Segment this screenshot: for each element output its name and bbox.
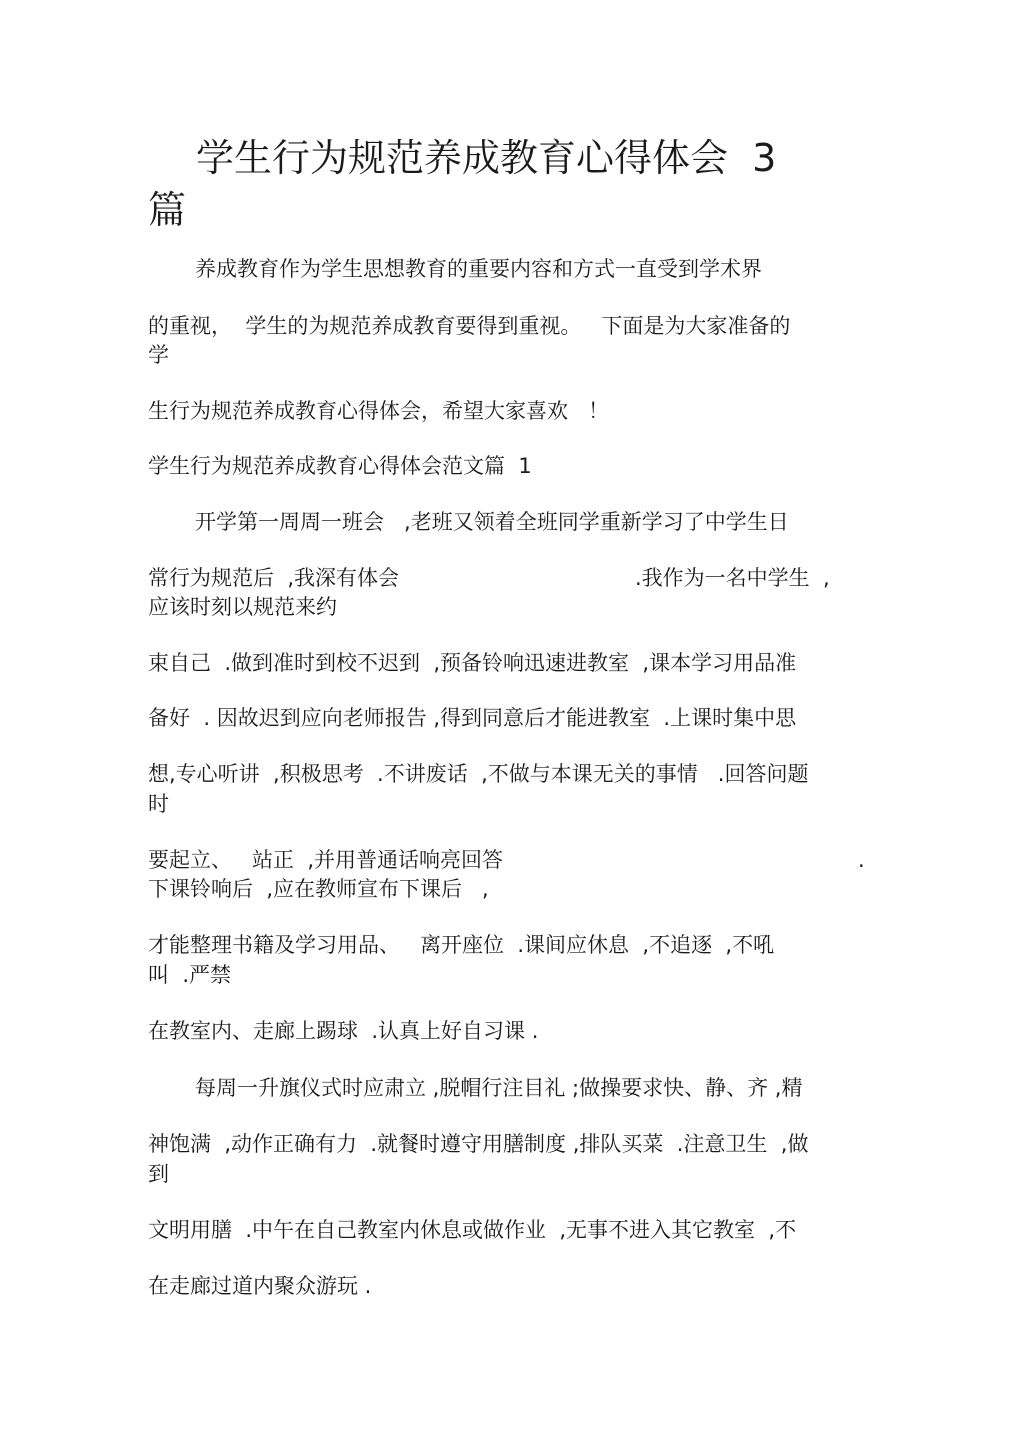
intro-line-3: 学 [148, 343, 169, 367]
paragraph-1-line-10: 才能整理书籍及学习用品、 离开座位 .课间应休息 ,不追逐 ,不吼 [148, 933, 775, 957]
document-title-line-1: 学生行为规范养成教育心得体会 3 [196, 136, 777, 180]
paragraph-1-line-4: 束自己 .做到准时到校不迟到 ,预备铃响迅速进教室 ,课本学习用品准 [148, 651, 797, 675]
paragraph-1-line-11: 叫 .严禁 [148, 963, 232, 987]
paragraph-1-line-5: 备好 . 因故迟到应向老师报告 ,得到同意后才能进教室 .上课时集中思 [148, 706, 797, 730]
intro-line-1: 养成教育作为学生思想教育的重要内容和方式一直受到学术界 [195, 257, 762, 281]
paragraph-2-line-2: 神饱满 ,动作正确有力 .就餐时遵守用膳制度 ,排队买菜 .注意卫生 ,做 [148, 1132, 809, 1156]
document-title-line-2: 篇 [148, 188, 187, 232]
paragraph-2-line-4: 文明用膳 .中午在自己教室内休息或做作业 ,无事不进入其它教室 ,不 [148, 1218, 797, 1242]
paragraph-1-line-3: 应该时刻以规范来约 [148, 595, 337, 619]
section-heading: 学生行为规范养成教育心得体会范文篇 1 [148, 454, 532, 478]
paragraph-1-line-1: 开学第一周周一班会 ,老班又领着全班同学重新学习了中学生日 [195, 510, 789, 534]
intro-line-4: 生行为规范养成教育心得体会，希望大家喜欢 ！ [148, 399, 610, 423]
paragraph-2-line-1: 每周一升旗仪式时应肃立 ,脱帽行注目礼 ;做操要求快、静、齐 ,精 [195, 1076, 803, 1100]
paragraph-2-line-3: 到 [148, 1162, 169, 1186]
paragraph-1-line-9: 下课铃响后 ,应在教师宣布下课后 , [148, 877, 489, 901]
paragraph-1-line-2: 常行为规范后 ,我深有体会 [148, 566, 400, 590]
paragraph-1-line-6: 想,专心听讲 ,积极思考 .不讲废话 ,不做与本课无关的事情 .回答问题 [148, 762, 809, 786]
paragraph-2-line-5: 在走廊过道内聚众游玩 . [148, 1274, 372, 1298]
paragraph-1-line-12: 在教室内、走廊上踢球 .认真上好自习课 . [148, 1019, 539, 1043]
paragraph-1-line-8-tail: . [858, 848, 865, 872]
intro-line-2: 的重视， 学生的为规范养成教育要得到重视。 下面是为大家准备的 [148, 314, 791, 338]
paragraph-1-line-2-tail: .我作为一名中学生 , [635, 566, 830, 590]
paragraph-1-line-8: 要起立、 站正 ,并用普通话响亮回答 [148, 848, 504, 872]
paragraph-1-line-7: 时 [148, 792, 169, 816]
